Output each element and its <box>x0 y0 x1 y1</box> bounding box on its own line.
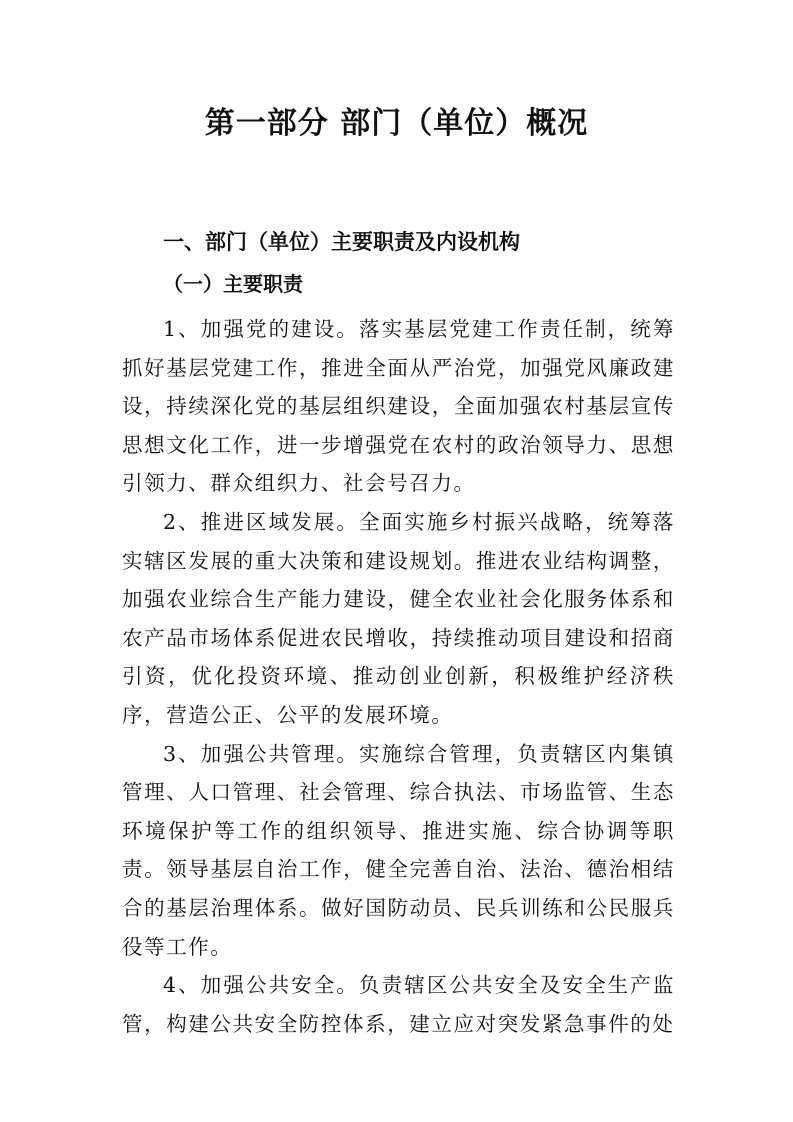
sub-heading: （一）主要职责 <box>163 272 303 296</box>
paragraph-4: 4、加强公共安全。负责辖区公共安全及安全生产监管，构建公共安全防控体系，建立应对突发紧急事件的处 <box>122 973 675 1036</box>
paragraph-1: 1、加强党的建设。落实基层党建工作责任制，统筹抓好基层党建工作，推进全面从严治党，加强党风廉政建设，持续深化党的基层组织建设，全面加强农村基层宣传思想文化工作，进一步增强党在农村的政治领导力、思想引领力、群众组织力、社会号召力。 <box>122 317 675 496</box>
document-title: 第一部分 部门（单位）概况 <box>204 106 589 141</box>
paragraph-2: 2、推进区域发展。全面实施乡村振兴战略，统筹落实辖区发展的重大决策和建设规划。推进农业结构调整，加强农业综合生产能力建设，健全农业社会化服务体系和农产品市场体系促进农民增收，持续推动项目建设和招商引资，优化投资环境、推动创业创新，积极维护经济秩序，营造公正、公平的发展环境。 <box>122 509 675 727</box>
body-text <box>122 310 675 1043</box>
section-heading: 一、部门（单位）主要职责及内设机构 <box>163 230 520 254</box>
paragraph-3: 3、加强公共管理。实施综合管理，负责辖区内集镇管理、人口管理、社会管理、综合执法、市场监管、生态环境保护等工作的组织领导、推进实施、综合协调等职责。领导基层自治工作，健全完善自治、法治、德治相结合的基层治理体系。做好国防动员、民兵训练和公民服兵役等工作。 <box>122 741 675 959</box>
